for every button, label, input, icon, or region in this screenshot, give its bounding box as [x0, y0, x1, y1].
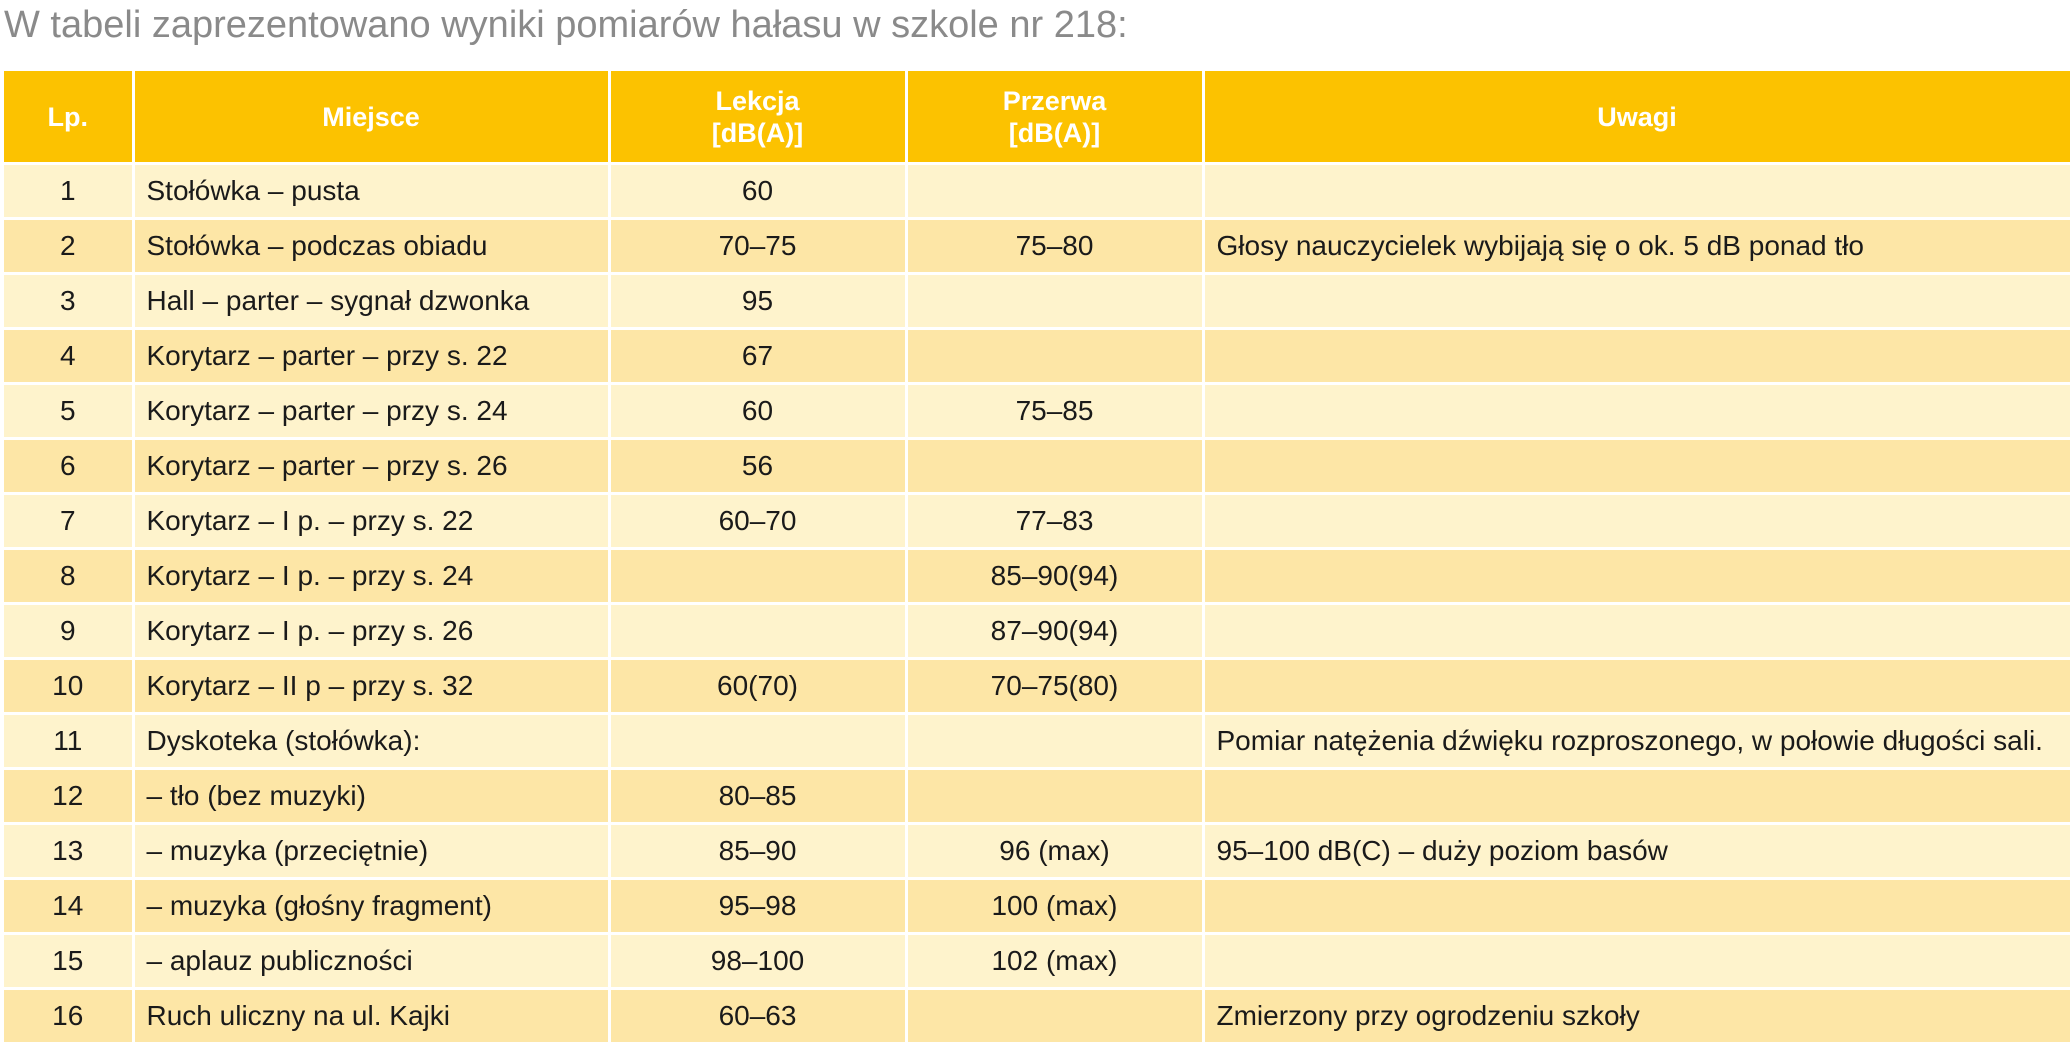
cell-notes — [1203, 549, 2071, 604]
cell-lp: 4 — [4, 329, 133, 384]
cell-lp: 6 — [4, 439, 133, 494]
cell-notes — [1203, 384, 2071, 439]
cell-lesson: 80–85 — [609, 769, 906, 824]
header-lp: Lp. — [4, 70, 133, 164]
cell-place: Korytarz – parter – przy s. 24 — [133, 384, 609, 439]
cell-lesson: 60 — [609, 164, 906, 219]
cell-notes — [1203, 879, 2071, 934]
cell-lesson: 56 — [609, 439, 906, 494]
cell-lp: 2 — [4, 219, 133, 274]
cell-place: Korytarz – parter – przy s. 22 — [133, 329, 609, 384]
cell-lesson: 70–75 — [609, 219, 906, 274]
cell-place: Stołówka – pusta — [133, 164, 609, 219]
header-break — [906, 70, 1203, 164]
cell-break — [906, 164, 1203, 219]
cell-notes: 95–100 dB(C) – duży poziom basów — [1203, 824, 2071, 879]
cell-break — [906, 439, 1203, 494]
table-row — [4, 384, 2071, 439]
cell-break: 85–90(94) — [906, 549, 1203, 604]
cell-lesson — [609, 604, 906, 659]
cell-break: 77–83 — [906, 494, 1203, 549]
cell-lesson: 60–63 — [609, 989, 906, 1044]
cell-place: Korytarz – II p – przy s. 32 — [133, 659, 609, 714]
intro-text: W tabeli zaprezentowano wyniki pomiarów hałasu w szkole nr 218: — [4, 4, 1128, 46]
header-place: Miejsce — [133, 70, 609, 164]
table-row — [4, 329, 2071, 384]
table-row — [4, 549, 2071, 604]
cell-notes — [1203, 769, 2071, 824]
cell-place: – muzyka (głośny fragment) — [133, 879, 609, 934]
noise-measurements-table — [4, 68, 2071, 1045]
cell-place: Hall – parter – sygnał dzwonka — [133, 274, 609, 329]
cell-break — [906, 714, 1203, 769]
cell-place: Korytarz – I p. – przy s. 26 — [133, 604, 609, 659]
cell-place: Dyskoteka (stołówka): — [133, 714, 609, 769]
cell-lesson: 67 — [609, 329, 906, 384]
cell-break — [906, 329, 1203, 384]
header-break-unit: [dB(A)] — [1008, 117, 1101, 148]
table-row — [4, 274, 2071, 329]
cell-notes: Głosy nauczycielek wybijają się o ok. 5 dB ponad tło — [1203, 219, 2071, 274]
cell-lesson — [609, 549, 906, 604]
cell-break — [906, 769, 1203, 824]
cell-lesson — [609, 714, 906, 769]
cell-lp: 12 — [4, 769, 133, 824]
cell-lp: 15 — [4, 934, 133, 989]
table-body — [4, 164, 2071, 1044]
cell-break: 102 (max) — [906, 934, 1203, 989]
table-row — [4, 989, 2071, 1044]
table-row — [4, 494, 2071, 549]
cell-lp: 14 — [4, 879, 133, 934]
cell-place: Korytarz – parter – przy s. 26 — [133, 439, 609, 494]
header-lesson — [609, 70, 906, 164]
cell-lp: 13 — [4, 824, 133, 879]
cell-lp: 8 — [4, 549, 133, 604]
cell-place: – muzyka (przeciętnie) — [133, 824, 609, 879]
cell-place: Korytarz – I p. – przy s. 22 — [133, 494, 609, 549]
cell-place: Stołówka – podczas obiadu — [133, 219, 609, 274]
table-row — [4, 769, 2071, 824]
cell-place: Korytarz – I p. – przy s. 24 — [133, 549, 609, 604]
table-header-row — [4, 70, 2071, 164]
cell-lesson: 60 — [609, 384, 906, 439]
table-row — [4, 824, 2071, 879]
table-row — [4, 714, 2071, 769]
header-lesson-unit: [dB(A)] — [711, 117, 804, 148]
cell-notes — [1203, 164, 2071, 219]
cell-notes — [1203, 494, 2071, 549]
table-row — [4, 659, 2071, 714]
cell-lesson: 95 — [609, 274, 906, 329]
cell-break: 87–90(94) — [906, 604, 1203, 659]
cell-lesson: 85–90 — [609, 824, 906, 879]
header-notes: Uwagi — [1203, 70, 2071, 164]
cell-notes: Pomiar natężenia dźwięku rozproszonego, w połowie długości sali. — [1203, 714, 2071, 769]
cell-lp: 5 — [4, 384, 133, 439]
cell-lp: 10 — [4, 659, 133, 714]
header-break-label: Przerwa — [1002, 85, 1107, 116]
header-lesson-label: Lekcja — [715, 85, 800, 116]
cell-break: 96 (max) — [906, 824, 1203, 879]
table-row — [4, 879, 2071, 934]
cell-place: Ruch uliczny na ul. Kajki — [133, 989, 609, 1044]
table-row — [4, 164, 2071, 219]
cell-place: – aplauz publiczności — [133, 934, 609, 989]
cell-lp: 7 — [4, 494, 133, 549]
cell-notes — [1203, 329, 2071, 384]
cell-lp: 9 — [4, 604, 133, 659]
cell-break — [906, 989, 1203, 1044]
cell-lesson: 60(70) — [609, 659, 906, 714]
cell-notes — [1203, 604, 2071, 659]
cell-lp: 11 — [4, 714, 133, 769]
table-row — [4, 219, 2071, 274]
cell-lesson: 95–98 — [609, 879, 906, 934]
cell-notes: Zmierzony przy ogrodzeniu szkoły — [1203, 989, 2071, 1044]
cell-notes — [1203, 934, 2071, 989]
cell-break: 100 (max) — [906, 879, 1203, 934]
cell-lp: 16 — [4, 989, 133, 1044]
table-row — [4, 439, 2071, 494]
cell-break: 70–75(80) — [906, 659, 1203, 714]
cell-lesson: 60–70 — [609, 494, 906, 549]
table-row — [4, 934, 2071, 989]
cell-lesson: 98–100 — [609, 934, 906, 989]
cell-break: 75–80 — [906, 219, 1203, 274]
cell-notes — [1203, 659, 2071, 714]
cell-break — [906, 274, 1203, 329]
cell-lp: 1 — [4, 164, 133, 219]
cell-lp: 3 — [4, 274, 133, 329]
cell-place: – tło (bez muzyki) — [133, 769, 609, 824]
cell-notes — [1203, 439, 2071, 494]
table-row — [4, 604, 2071, 659]
cell-break: 75–85 — [906, 384, 1203, 439]
cell-notes — [1203, 274, 2071, 329]
